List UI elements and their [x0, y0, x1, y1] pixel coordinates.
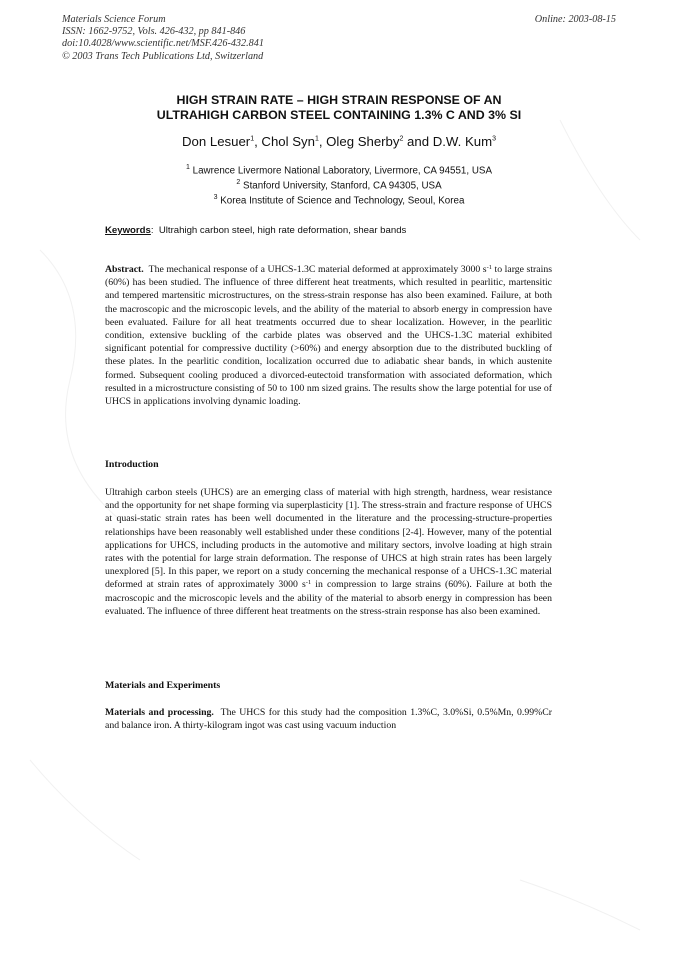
author-affil-sup: 2 [399, 135, 404, 143]
publication-info [62, 14, 264, 63]
journal-name: Materials Science Forum [62, 14, 166, 25]
author-list [60, 134, 618, 149]
paper-title [80, 93, 598, 123]
materials-text: The UHCS for this study had the composition 1.3%C, 3.0%Si, 0.5%Mn, 0.99%Cr and balance iron. A thirty-kilogram ingot was cast using vacuum induction [105, 707, 552, 732]
author-name: Don Lesuer [182, 134, 251, 149]
author-affil-sup: 3 [492, 135, 496, 143]
title-line-1: HIGH STRAIN RATE – HIGH STRAIN RESPONSE OF AN [176, 93, 502, 107]
affiliation-1 [60, 162, 618, 177]
introduction-heading: Introduction [105, 459, 159, 470]
intro-sup: -1 [305, 579, 312, 587]
keywords-label: Keywords [105, 225, 151, 236]
introduction-paragraph [105, 486, 552, 618]
issn-line: ISSN: 1662-9752, Vols. 426-432, pp 841-846 [62, 26, 246, 38]
materials-sub-label: Materials and processing. [105, 707, 214, 718]
affil-text: Stanford University, Stanford, CA 94305, USA [243, 180, 442, 192]
author-separator: , [318, 134, 327, 149]
author-and: and [403, 134, 433, 149]
materials-paragraph [105, 706, 552, 732]
author-affil-sup: 1 [314, 135, 319, 143]
affil-text: Korea Institute of Science and Technology, Seoul, Korea [220, 194, 465, 206]
author-affil-sup: 1 [250, 135, 255, 143]
keywords-colon: : [150, 225, 154, 236]
online-date: Online: 2003-08-15 [534, 14, 616, 25]
abstract-sup: -1 [486, 264, 493, 271]
affil-sup: 1 [186, 164, 190, 171]
affiliation-2 [60, 177, 618, 192]
intro-text-2: in compression to large strains (60%). Failure at both the macroscopic and the microscopic levels and the ability of the material to absorb energy in compression has been evaluated. The influence of three different heat treatments on the stress-strain response has also been examined. [105, 579, 552, 617]
keywords [105, 225, 406, 236]
abstract-text-1: The mechanical response of a UHCS-1.3C material deformed at approximately 3000 s [148, 264, 487, 275]
affiliation-3 [60, 192, 618, 207]
affil-sup: 3 [213, 193, 218, 201]
author-name: Chol Syn [261, 134, 315, 149]
affiliation-list [60, 162, 618, 206]
keywords-text: Ultrahigh carbon steel, high rate deformation, shear bands [158, 225, 407, 236]
abstract-paragraph [105, 263, 552, 408]
materials-heading: Materials and Experiments [105, 680, 221, 691]
author-separator: , [254, 134, 262, 149]
intro-text-1: Ultrahigh carbon steels (UHCS) are an emerging class of material with high strength, hardness, wear resistance and the opportunity for net shape forming via superplasticity [1]. The stress-strain and fracture response of UHCS at quasi-static strain rates has been well documented in the literature and the processing-structure-properties relationships have been reasonably well established under these conditions [2-4]. However, many of the potential applications for UHCS, including products in the automotive and military sectors, involve loading at high strain rates with the potential for large strain deformation. The response of UHCS at high strain rates has been largely unexplored [5]. In this paper, we report on a study concerning the mechanical response of a UHCS-1.3C material deformed at strain rates of approximately 3000 s [105, 487, 552, 591]
author-name: D.W. Kum [432, 134, 493, 149]
affil-sup: 2 [236, 178, 241, 186]
doi-link[interactable]: doi:10.4028/www.scientific.net/MSF.426-432.841 [62, 38, 264, 50]
affil-text: Lawrence Livermore National Laboratory, Livermore, CA 94551, USA [192, 165, 492, 177]
abstract-text-2: to large strains (60%) has been studied. The influence of three different heat treatments, which resulted in pearlitic, martensitic and tempered martensitic microstructures, on the stress-strain response has also been examined. Failure, at both the macroscopic and the microscopic levels, and the ability of the material to absorb energy in compression have been evaluated. Failure for all heat treatments occurred due to shear localization. However, in the pearlitic condition, extensive buckling of the carbide plates was observed and the UHCS-1.3C material exhibited significant potential for compressive ductility (>60%) and energy absorption due to the distributed buckling of these plates. In the pearlitic condition, localization occurred due to adiabatic shear bands, in which austenite formed. Subsequent cooling produced a divorced-eutectoid transformation with associated deformation, which resulted in a microstructure consisting of 50 to 100 nm sized grains. The results show the large potential for use of UHCS in applications involving dynamic loading. [105, 264, 552, 408]
copyright-line: © 2003 Trans Tech Publications Ltd, Switzerland [62, 50, 264, 62]
title-line-2: ULTRAHIGH CARBON STEEL CONTAINING 1.3% C AND 3% SI [156, 108, 522, 122]
abstract-label: Abstract. [105, 264, 144, 275]
author-name: Oleg Sherby [326, 134, 400, 149]
